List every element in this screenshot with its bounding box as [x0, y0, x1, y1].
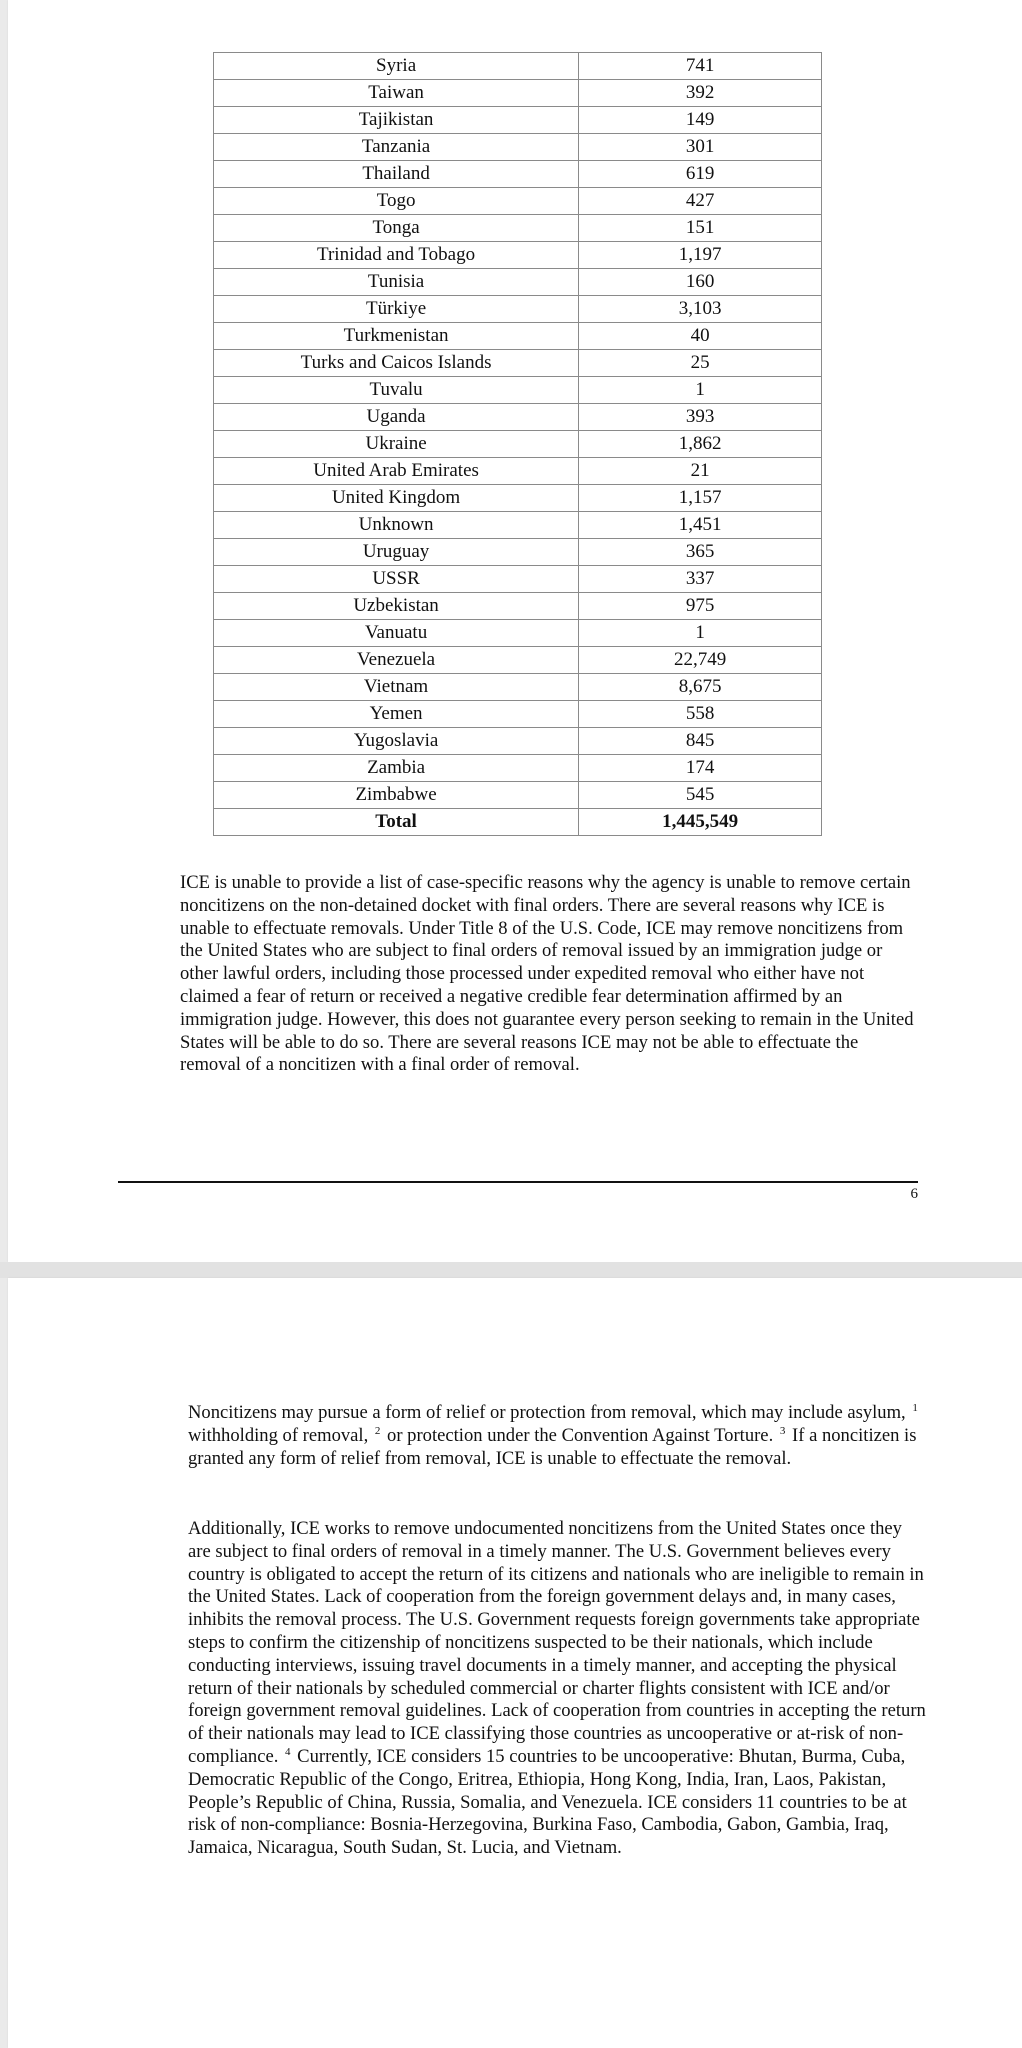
- country-cell: Zambia: [214, 755, 579, 782]
- country-cell: Uzbekistan: [214, 593, 579, 620]
- country-cell: Tajikistan: [214, 107, 579, 134]
- count-cell: 393: [579, 404, 822, 431]
- table-row: [214, 782, 822, 809]
- count-cell: 25: [579, 350, 822, 377]
- table-row: [214, 512, 822, 539]
- table-row: [214, 593, 822, 620]
- country-cell: Thailand: [214, 161, 579, 188]
- count-cell: 1: [579, 377, 822, 404]
- country-cell: Taiwan: [214, 80, 579, 107]
- country-cell: Ukraine: [214, 431, 579, 458]
- count-cell: 975: [579, 593, 822, 620]
- country-cell: Vanuatu: [214, 620, 579, 647]
- count-cell: 22,749: [579, 647, 822, 674]
- count-cell: 1,451: [579, 512, 822, 539]
- count-cell: 545: [579, 782, 822, 809]
- footnote-ref-4[interactable]: 4: [285, 1745, 291, 1758]
- table-row: [214, 53, 822, 80]
- paragraph-country-cooperation: [188, 1518, 928, 1860]
- table-row: [214, 620, 822, 647]
- table-row: [214, 485, 822, 512]
- total-label: Total: [214, 809, 579, 836]
- count-cell: 301: [579, 134, 822, 161]
- count-cell: 1: [579, 620, 822, 647]
- country-cell: Tonga: [214, 215, 579, 242]
- table-row: [214, 377, 822, 404]
- table-row: [214, 566, 822, 593]
- table-row: [214, 674, 822, 701]
- country-cell: Togo: [214, 188, 579, 215]
- page2-content: [8, 1278, 1022, 2048]
- count-cell: 21: [579, 458, 822, 485]
- table-row: [214, 107, 822, 134]
- count-cell: 619: [579, 161, 822, 188]
- country-cell: Tuvalu: [214, 377, 579, 404]
- count-cell: 3,103: [579, 296, 822, 323]
- country-cell: Unknown: [214, 512, 579, 539]
- table-row: [214, 80, 822, 107]
- country-cell: United Arab Emirates: [214, 458, 579, 485]
- table-row: [214, 431, 822, 458]
- country-cell: Turkmenistan: [214, 323, 579, 350]
- count-cell: 427: [579, 188, 822, 215]
- count-cell: 741: [579, 53, 822, 80]
- count-cell: 392: [579, 80, 822, 107]
- table-total-row: [214, 809, 822, 836]
- country-cell: Uruguay: [214, 539, 579, 566]
- country-cell: Türkiye: [214, 296, 579, 323]
- country-cell: Tanzania: [214, 134, 579, 161]
- paragraph-relief-from-removal: [188, 1402, 928, 1470]
- table-row: [214, 215, 822, 242]
- count-cell: 365: [579, 539, 822, 566]
- country-cell: USSR: [214, 566, 579, 593]
- table-body: [214, 53, 822, 809]
- count-cell: 337: [579, 566, 822, 593]
- footnote-ref-3[interactable]: 3: [779, 1424, 786, 1437]
- count-cell: 1,157: [579, 485, 822, 512]
- text-segment: If a noncitizen is granted any form of relief from removal, ICE is unable to effectuate the removal.: [188, 1424, 917, 1469]
- count-cell: 8,675: [579, 674, 822, 701]
- text-segment: withholding of removal,: [188, 1424, 369, 1446]
- text-segment: Additionally, ICE works to remove undocumented noncitizens from the United States once they are subject to final orders of removal in a timely manner. The U.S. Government believes every country is obligated to accept the return of its citizens and nationals who are ineligible to remain in the United States. Lack of cooperation from the foreign government delays and, in many cases, inhibits the removal process. The U.S. Government requests foreign governments take appropriate steps to confirm the citizenship of noncitizens suspected to be their nationals, which include conducting interviews, issuing travel documents in a timely manner, and accepting the physical return of their nationals by scheduled commercial or charter flights consistent with ICE and/or foreign government removal guidelines. Lack of cooperation from countries in accepting the return of their nationals may lead to ICE classifying those countries as uncooperative or at-risk of non-compliance.: [188, 1518, 926, 1767]
- total-value: 1,445,549: [579, 809, 822, 836]
- table-row: [214, 458, 822, 485]
- paragraph-removal-reasons: ICE is unable to provide a list of case-specific reasons why the agency is unable to remove certain noncitizens on the non-detained docket with final orders. There are several reasons why ICE is unable to effectuate removals. Under Title 8 of the U.S. Code, ICE may remove noncitizens from the United States who are subject to final orders of removal issued by an immigration judge or other lawful orders, including those processed under expedited removal who either have not claimed a fear of return or received a negative credible fear determination affirmed by an immigration judge. However, this does not guarantee every person seeking to remain in the United States will be able to do so. There are several reasons ICE may not be able to effectuate the removal of a noncitizen with a final order of removal.: [180, 872, 914, 1076]
- table-row: [214, 404, 822, 431]
- table-row: [214, 296, 822, 323]
- table-row: [214, 647, 822, 674]
- country-cell: Syria: [214, 53, 579, 80]
- table-row: [214, 242, 822, 269]
- table-row: [214, 269, 822, 296]
- page-number: 6: [910, 1186, 918, 1202]
- text-segment: Noncitizens may pursue a form of relief or protection from removal, which may include asylum,: [188, 1402, 906, 1423]
- footer-rule: [118, 1181, 918, 1183]
- count-cell: 1,862: [579, 431, 822, 458]
- table-row: [214, 755, 822, 782]
- count-cell: 40: [579, 323, 822, 350]
- count-cell: 174: [579, 755, 822, 782]
- table-row: [214, 188, 822, 215]
- country-cell: Yemen: [214, 701, 579, 728]
- country-cell: Zimbabwe: [214, 782, 579, 809]
- table-row: [214, 323, 822, 350]
- country-removals-table: [213, 52, 822, 836]
- footnote-ref-2[interactable]: 2: [374, 1424, 381, 1437]
- table-row: [214, 350, 822, 377]
- count-cell: 1,197: [579, 242, 822, 269]
- table-row: [214, 161, 822, 188]
- text-segment: Currently, ICE considers 15 countries to be uncooperative: Bhutan, Burma, Cuba, Democratic Republic of the Congo, Eritrea, Ethiopia, Hong Kong, India, Iran, Laos, Pakistan, People’s Republic of China, Russia, Somalia, and Venezuela. ICE considers 11 countries to be at risk of non-compliance: Bosnia-Herzegovina, Burkina Faso, Cambodia, Gabon, Gambia, Iraq, Jamaica, Nicaragua, South Sudan, St. Lucia, and Vietnam.: [188, 1745, 907, 1859]
- footnote-ref-1[interactable]: 1: [912, 1402, 918, 1414]
- table-row: [214, 701, 822, 728]
- count-cell: 151: [579, 215, 822, 242]
- country-cell: Yugoslavia: [214, 728, 579, 755]
- page-gap: [0, 1262, 1022, 1278]
- country-cell: Venezuela: [214, 647, 579, 674]
- country-cell: Turks and Caicos Islands: [214, 350, 579, 377]
- table-row: [214, 539, 822, 566]
- country-cell: Vietnam: [214, 674, 579, 701]
- country-cell: United Kingdom: [214, 485, 579, 512]
- country-cell: Uganda: [214, 404, 579, 431]
- text-segment: or protection under the Convention Against Torture.: [387, 1424, 774, 1446]
- count-cell: 149: [579, 107, 822, 134]
- table-row: [214, 134, 822, 161]
- count-cell: 845: [579, 728, 822, 755]
- table-row: [214, 728, 822, 755]
- country-cell: Tunisia: [214, 269, 579, 296]
- country-cell: Trinidad and Tobago: [214, 242, 579, 269]
- count-cell: 558: [579, 701, 822, 728]
- count-cell: 160: [579, 269, 822, 296]
